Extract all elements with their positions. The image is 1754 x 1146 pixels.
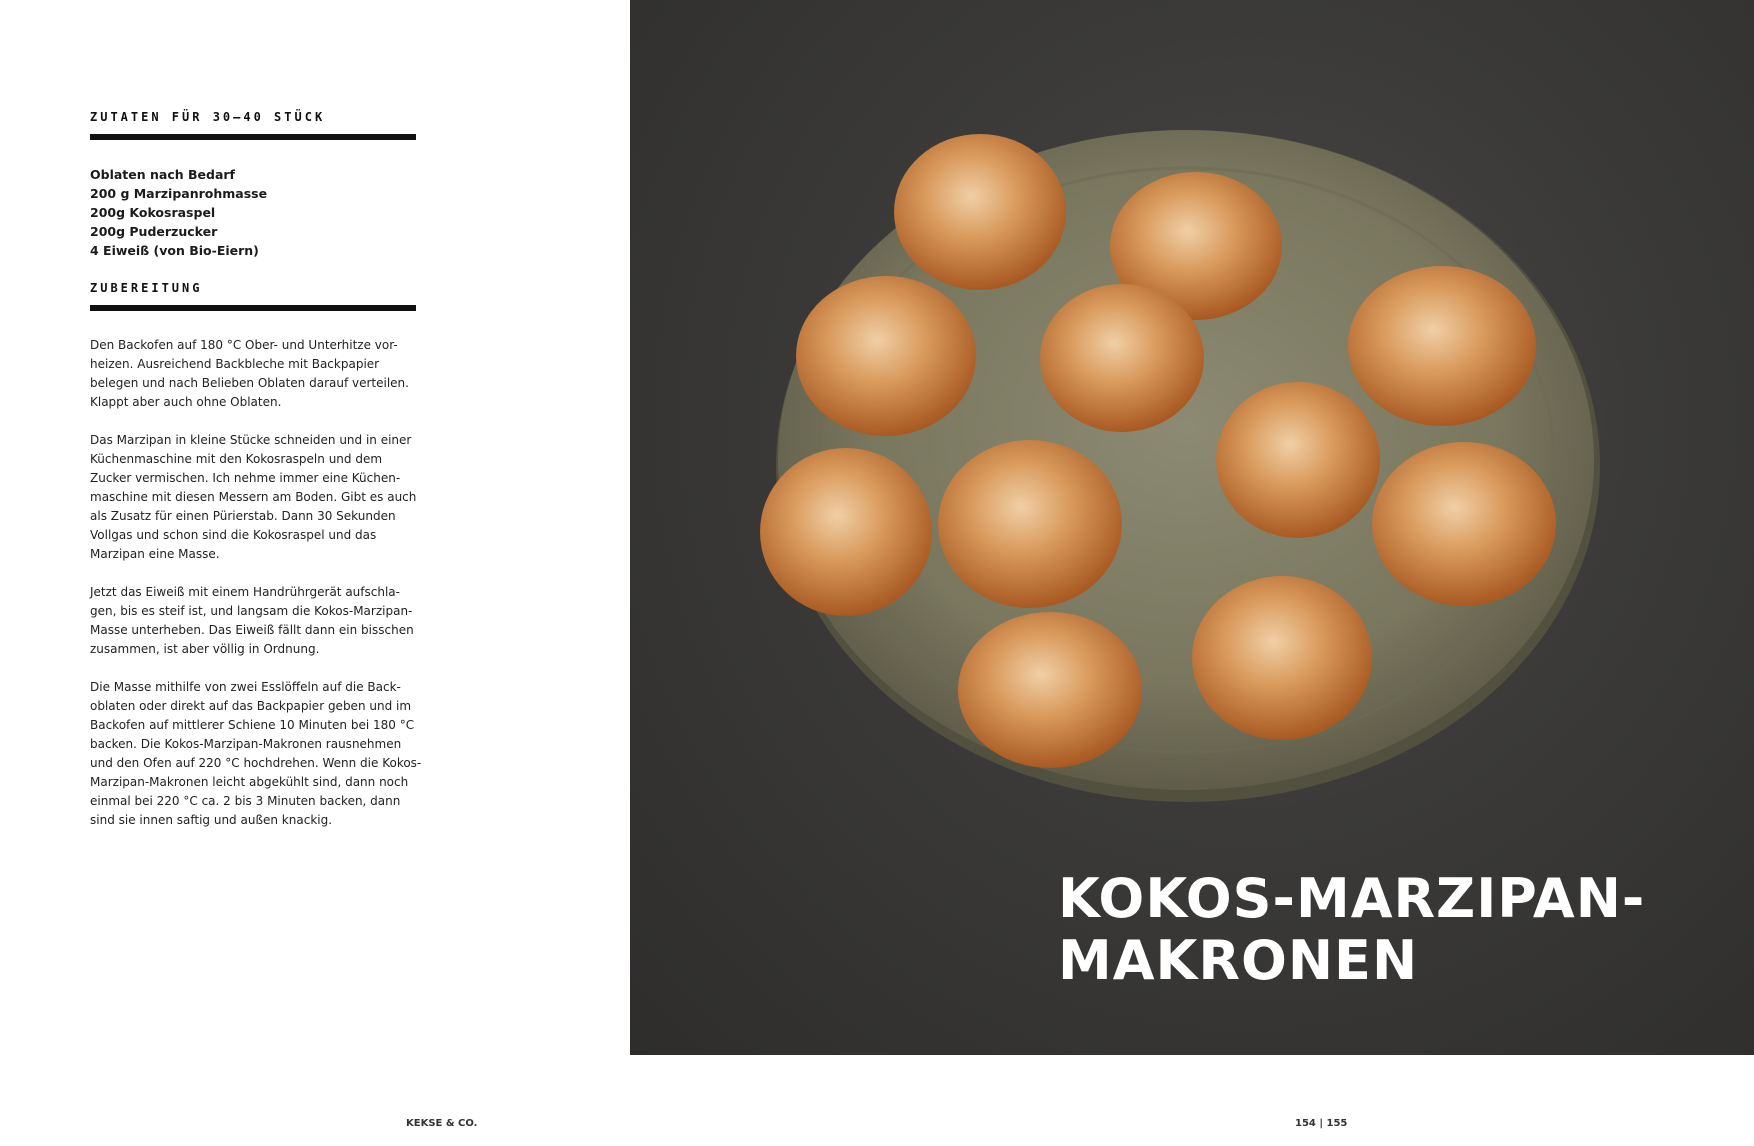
text-line: Den Backofen auf 180 °C Ober- und Unterhitze vor- bbox=[90, 338, 398, 352]
text-line: backen. Die Kokos-Marzipan-Makronen rausnehmen bbox=[90, 737, 402, 751]
text-line: Zucker vermischen. Ich nehme immer eine Küchen- bbox=[90, 471, 401, 485]
text-line: Masse unterheben. Das Eiweiß fällt dann ein bisschen bbox=[90, 623, 414, 637]
step-paragraph bbox=[90, 336, 420, 412]
step-paragraph bbox=[90, 678, 420, 830]
text-line: als Zusatz für einen Pürierstab. Dann 30 Sekunden bbox=[90, 509, 396, 523]
macaroon bbox=[796, 276, 976, 436]
text-line: Marzipan-Makronen leicht abgekühlt sind, dann noch bbox=[90, 775, 409, 789]
left-page bbox=[0, 0, 630, 1146]
text-line: zusammen, ist aber völlig in Ordnung. bbox=[90, 642, 320, 656]
text-line: Die Masse mithilfe von zwei Esslöffeln auf die Back- bbox=[90, 680, 401, 694]
ingredient-item: 200g Kokosraspel bbox=[90, 205, 216, 220]
text-line: und den Ofen auf 220 °C hochdrehen. Wenn die Kokos- bbox=[90, 756, 422, 770]
text-line: gen, bis es steif ist, und langsam die Kokos-Marzipan- bbox=[90, 604, 413, 618]
text-line: oblaten oder direkt auf das Backpapier geben und im bbox=[90, 699, 412, 713]
text-line: sind sie innen saftig und außen knackig. bbox=[90, 813, 333, 827]
text-line: Das Marzipan in kleine Stücke schneiden und in einer bbox=[90, 433, 412, 447]
preparation-steps bbox=[90, 336, 420, 849]
ingredients-rule bbox=[90, 134, 416, 140]
step-paragraph bbox=[90, 583, 420, 659]
step-paragraph bbox=[90, 431, 420, 564]
text-line: heizen. Ausreichend Backbleche mit Backpapier bbox=[90, 357, 380, 371]
ingredient-item: 4 Eiweiß (von Bio-Eiern) bbox=[90, 243, 259, 258]
ingredient-item: 200g Puderzucker bbox=[90, 224, 218, 239]
recipe-title-line: MAKRONEN bbox=[1058, 929, 1419, 992]
ingredient-item: Oblaten nach Bedarf bbox=[90, 167, 235, 182]
macaroon bbox=[760, 448, 932, 616]
text-line: maschine mit diesen Messern am Boden. Gibt es auch bbox=[90, 490, 417, 504]
macaroon bbox=[1192, 576, 1372, 740]
macaroon bbox=[1372, 442, 1556, 606]
preparation-rule bbox=[90, 305, 416, 311]
text-line: einmal bei 220 °C ca. 2 bis 3 Minuten backen, dann bbox=[90, 794, 401, 808]
text-line: Jetzt das Eiweiß mit einem Handrührgerät aufschla- bbox=[90, 585, 400, 599]
recipe-title bbox=[1058, 868, 1645, 992]
preparation-heading: ZUBEREITUNG bbox=[90, 281, 203, 295]
text-line: belegen und nach Belieben Oblaten darauf verteilen. bbox=[90, 376, 409, 390]
macaroon bbox=[1216, 382, 1380, 538]
macaroon bbox=[1348, 266, 1536, 426]
footer-section-name: KEKSE & CO. bbox=[406, 1118, 478, 1129]
footer-page-numbers: 154 | 155 bbox=[1295, 1118, 1348, 1129]
text-line: Vollgas und schon sind die Kokosraspel und das bbox=[90, 528, 377, 542]
text-line: Backofen auf mittlerer Schiene 10 Minuten bei 180 °C bbox=[90, 718, 415, 732]
text-line: Küchenmaschine mit den Kokosraspeln und dem bbox=[90, 452, 383, 466]
macaroon bbox=[958, 612, 1142, 768]
macaroon bbox=[894, 134, 1066, 290]
ingredients-heading: ZUTATEN FÜR 30–40 STÜCK bbox=[90, 110, 326, 124]
recipe-title-line: KOKOS-MARZIPAN- bbox=[1058, 867, 1646, 930]
text-line: Klappt aber auch ohne Oblaten. bbox=[90, 395, 282, 409]
macaroon bbox=[938, 440, 1122, 608]
macaroon bbox=[1040, 284, 1204, 432]
ingredients-list bbox=[90, 165, 420, 260]
text-line: Marzipan eine Masse. bbox=[90, 547, 220, 561]
ingredient-item: 200 g Marzipanrohmasse bbox=[90, 186, 268, 201]
